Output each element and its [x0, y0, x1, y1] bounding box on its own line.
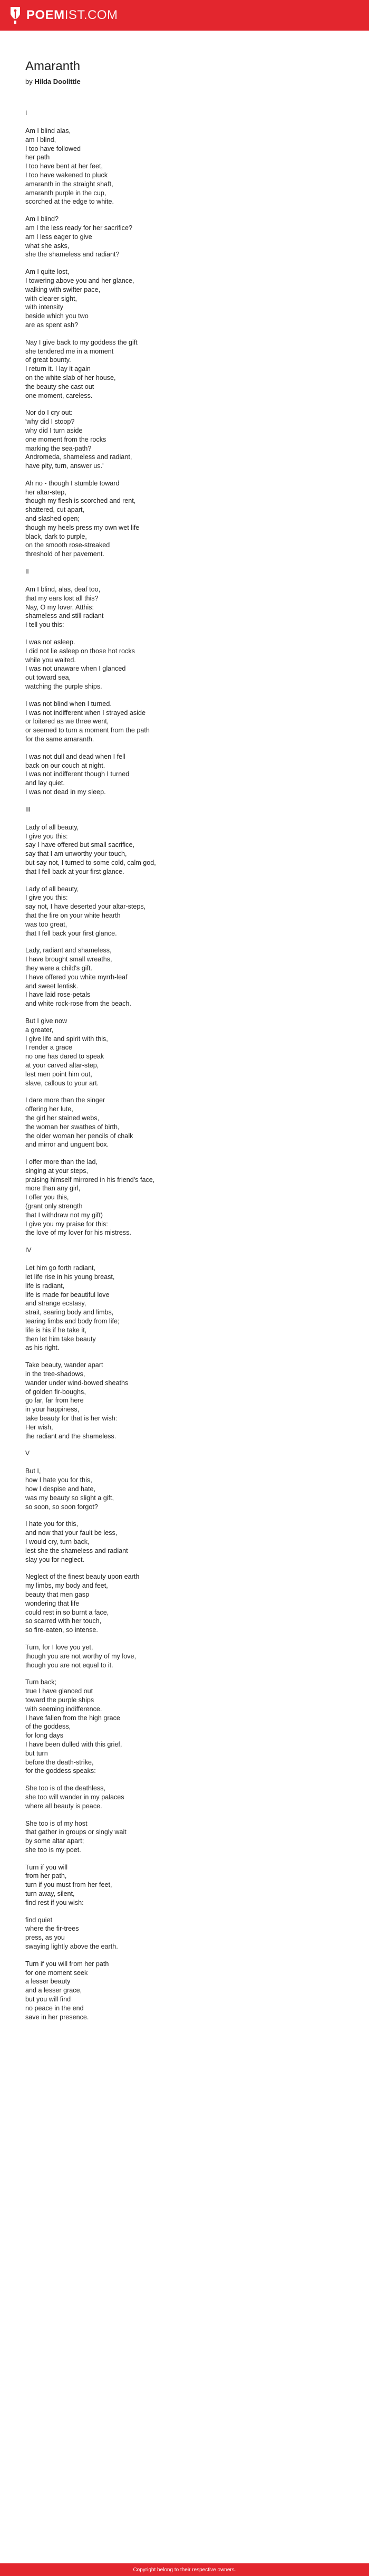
- poem-line: Nay, O my lover, Atthis:: [25, 603, 94, 611]
- poem-line: then let him take beauty: [25, 1335, 96, 1343]
- section-numeral: I: [25, 109, 27, 117]
- poem-line: and slashed open;: [25, 515, 80, 523]
- poem-line: But I,: [25, 1467, 41, 1475]
- poem-line: where all beauty is peace.: [25, 1802, 102, 1810]
- poem-line: true I have glanced out: [25, 1687, 93, 1695]
- poem-line: wander under wind-bowed sheaths: [25, 1379, 129, 1387]
- section-numeral: III: [25, 805, 31, 813]
- poem-line: black, dark to purple,: [25, 532, 87, 540]
- poem-line: I was not unaware when I glanced: [25, 665, 126, 673]
- poem-line: I hate you for this,: [25, 1520, 79, 1528]
- stanza: [25, 408, 344, 471]
- poem-line: I give you my praise for this:: [25, 1220, 108, 1228]
- stanza: [25, 885, 344, 938]
- poem-line: amaranth purple in the cup,: [25, 189, 106, 197]
- poem-line: threshold of her pavement.: [25, 550, 104, 558]
- poem-line: I give you this:: [25, 894, 68, 902]
- logo-text-part1: POEM: [26, 8, 65, 22]
- poem-line: let life rise in his young breast,: [25, 1273, 115, 1281]
- poem-line: Lady of all beauty,: [25, 885, 79, 893]
- poem-line: was too great,: [25, 920, 67, 928]
- poem-line: a lesser beauty: [25, 1978, 71, 1986]
- poem-line: save in her presence.: [25, 2013, 89, 2021]
- section-numeral: V: [25, 1449, 30, 1457]
- poem-line: strait, searing body and limbs,: [25, 1309, 114, 1316]
- poem-line: the woman her swathes of birth,: [25, 1123, 120, 1131]
- poem-line: she too will wander in my palaces: [25, 1793, 124, 1801]
- poem-line: life is made for beautiful love: [25, 1291, 110, 1299]
- poem-line: but you will find: [25, 1996, 71, 2003]
- stanza: [25, 1520, 344, 1564]
- poem-line: I offer more than the lad,: [25, 1158, 98, 1166]
- poem-line: the older woman her pencils of chalk: [25, 1132, 133, 1140]
- poem-line: Turn if you will from her path: [25, 1960, 109, 1968]
- poem-line: Andromeda, shameless and radiant,: [25, 453, 132, 461]
- quill-pen-icon: [8, 6, 22, 25]
- poem-line: how I despise and hate,: [25, 1485, 96, 1493]
- poem-line: one moment, careless.: [25, 392, 93, 399]
- poem-line: why did I turn aside: [25, 426, 83, 434]
- poem-line: beside which you two: [25, 312, 89, 320]
- poem-line: as his right.: [25, 1344, 60, 1352]
- poem-line: am I blind,: [25, 136, 56, 144]
- section-numeral: II: [25, 568, 29, 576]
- stanza: [25, 1467, 344, 1511]
- poem-line: amaranth in the straight shaft,: [25, 180, 113, 188]
- poem-line: say not, I have deserted your altar-steps,: [25, 903, 146, 911]
- poem-line: no peace in the end: [25, 2004, 84, 2012]
- poem-line: I too have bent at her feet,: [25, 163, 103, 170]
- poem-line: though my flesh is scorched and rent,: [25, 497, 136, 505]
- poem-line: that I withdraw not my gift): [25, 1211, 103, 1219]
- poem-line: she the shameless and radiant?: [25, 251, 120, 259]
- section-numeral: IV: [25, 1246, 32, 1254]
- poem-line: and lay quiet.: [25, 779, 65, 787]
- poem-line: beauty that men gasp: [25, 1590, 90, 1598]
- poem-line: so fire-eaten, so intense.: [25, 1626, 98, 1634]
- stanza: [25, 1784, 344, 1810]
- stanza: [25, 1643, 344, 1669]
- poem-line: and now that your fault be less,: [25, 1529, 118, 1537]
- poem-line: before the death-strike,: [25, 1758, 94, 1766]
- poem-title: Amaranth: [25, 59, 81, 73]
- logo-text-part2: IST.COM: [64, 8, 118, 22]
- poem-line: I tell you this:: [25, 621, 64, 629]
- poem-line: I have laid rose-petals: [25, 991, 91, 999]
- poem-line: I offer you this,: [25, 1194, 69, 1201]
- poem-line: turn away, silent,: [25, 1890, 75, 1898]
- poem-line: so scarred with her touch,: [25, 1617, 102, 1625]
- poem-line: Lady, radiant and shameless,: [25, 947, 112, 955]
- stanza: [25, 1863, 344, 1907]
- poem-line: though you are not worthy of my love,: [25, 1652, 137, 1660]
- poem-line: Nor do I cry out:: [25, 409, 73, 417]
- poem-line: the radiant and the shameless.: [25, 1432, 116, 1440]
- poem-line: that gather in groups or singly wait: [25, 1828, 127, 1836]
- stanza: [25, 752, 344, 797]
- poem-line: She too is of the deathless,: [25, 1785, 105, 1792]
- poem-line: for one moment seek: [25, 1969, 88, 1977]
- poem-line: how I hate you for this,: [25, 1476, 92, 1484]
- poem-line: I have fallen from the high grace: [25, 1714, 120, 1722]
- poem-line: for the goddess speaks:: [25, 1767, 96, 1775]
- poem-line: find quiet: [25, 1916, 53, 1924]
- poem-line: Am I blind, alas, deaf too,: [25, 586, 101, 594]
- poem-line: for the same amaranth.: [25, 736, 94, 743]
- poem-line: I render a grace: [25, 1044, 72, 1052]
- poem-line: toward the purple ships: [25, 1696, 94, 1704]
- stanza: [25, 1158, 344, 1237]
- poem-section: [25, 805, 344, 1237]
- poem-line: say I have offered but small sacrifice,: [25, 841, 134, 849]
- poem-line: say that I am unworthy your touch,: [25, 850, 127, 858]
- poem-line: But I give now: [25, 1017, 67, 1025]
- stanza: [25, 1017, 344, 1087]
- poem-line: the beauty she cast out: [25, 383, 94, 390]
- poem-line: marking the sea-path?: [25, 444, 92, 452]
- poem-line: while you waited.: [25, 656, 76, 664]
- poem-line: her path: [25, 154, 50, 161]
- poem-line: I have brought small wreaths,: [25, 956, 112, 963]
- poem-line: I did not lie asleep on those hot rocks: [25, 647, 135, 655]
- poem-line: Nay I give back to my goddess the gift: [25, 338, 138, 346]
- poem-line: walking with swifter pace,: [25, 285, 101, 293]
- stanza: [25, 1819, 344, 1855]
- poem-line: Ah no - though I stumble toward: [25, 479, 120, 487]
- poem-section: [25, 109, 344, 559]
- poem-line: she too is my poet.: [25, 1846, 81, 1854]
- poem-line: of the goddess,: [25, 1723, 71, 1731]
- poem-line: she tendered me in a moment: [25, 347, 114, 355]
- poem-line: my limbs, my body and feet,: [25, 1582, 108, 1590]
- poem-line: press, as you: [25, 1934, 65, 1942]
- byline-prefix: by: [25, 78, 33, 85]
- poem-line: offering her lute,: [25, 1105, 73, 1113]
- poem-line: turn if you must from her feet,: [25, 1881, 112, 1889]
- poem-section: [25, 1449, 344, 2021]
- poem-line: the girl her stained webs,: [25, 1114, 100, 1122]
- poem-line: of great bounty.: [25, 356, 71, 364]
- poem-line: are as spent ash?: [25, 321, 79, 329]
- poem-line: life is his if he take it,: [25, 1326, 87, 1334]
- poem-line: and mirror and unguent box.: [25, 1141, 109, 1149]
- poem-line: I towering above you and her glance,: [25, 276, 134, 284]
- poem-line: I return it. I lay it again: [25, 365, 91, 373]
- poem-line: at your carved altar-step,: [25, 1061, 99, 1069]
- poem-line: tearing limbs and body from life;: [25, 1318, 120, 1325]
- poem-line: Neglect of the finest beauty upon earth: [25, 1573, 140, 1581]
- stanza: [25, 1960, 344, 2022]
- poem-line: watching the purple ships.: [25, 683, 102, 691]
- stanza: [25, 215, 344, 259]
- poem-line: but say not, I turned to some cold, calm god,: [25, 858, 156, 866]
- poem-section: [25, 567, 344, 797]
- stanza: [25, 1096, 344, 1149]
- poem-line: I was not indifferent though I turned: [25, 770, 130, 778]
- poem-line: singing at your steps,: [25, 1167, 89, 1175]
- stanza: [25, 823, 344, 876]
- site-logo-text: [26, 8, 118, 23]
- poem-line: I would cry, turn back,: [25, 1538, 90, 1545]
- poem-line: have pity, turn, answer us.': [25, 462, 104, 470]
- poem-line: and sweet lentisk.: [25, 982, 79, 990]
- poem-line: the love of my lover for his mistress.: [25, 1229, 131, 1237]
- poem-line: and strange ecstasy,: [25, 1300, 86, 1308]
- poem-line: I have been dulled with this grief,: [25, 1740, 122, 1748]
- poem-line: by some altar apart;: [25, 1837, 84, 1845]
- poem-line: shameless and still radiant: [25, 612, 104, 620]
- poem-line: or seemed to turn a moment from the path: [25, 727, 150, 734]
- stanza: [25, 638, 344, 691]
- poem-body: [25, 109, 344, 2021]
- poem-line: and white rock-rose from the beach.: [25, 1000, 131, 1008]
- poem-line: Her wish,: [25, 1423, 53, 1431]
- poem-line: but turn: [25, 1749, 48, 1757]
- poem-line: Lady of all beauty,: [25, 823, 79, 831]
- poem-line: (grant only strength: [25, 1203, 83, 1210]
- poem-line: with seeming indifference.: [25, 1705, 102, 1713]
- poem-line: I too have wakened to pluck: [25, 171, 108, 179]
- site-footer: [0, 2563, 369, 2576]
- poem-line: that the fire on your white hearth: [25, 911, 121, 919]
- poem-line: no one has dared to speak: [25, 1053, 104, 1061]
- poem-line: lest she the shameless and radiant: [25, 1547, 128, 1554]
- stanza: [25, 479, 344, 559]
- poem-line: I was not asleep.: [25, 638, 75, 646]
- poem-line: Turn, for I love you yet,: [25, 1643, 93, 1651]
- stanza: [25, 700, 344, 744]
- poem-line: go far, far from here: [25, 1397, 84, 1405]
- poem-line: back on our couch at night.: [25, 761, 105, 769]
- poem-line: I give life and spirit with this,: [25, 1035, 108, 1043]
- poem-line: from her path,: [25, 1872, 67, 1880]
- poem-line: life is radiant,: [25, 1282, 65, 1290]
- poem-line: Am I quite lost,: [25, 268, 70, 276]
- poem-content: [25, 59, 344, 2030]
- copyright-text: Copyright belong to their respective owners.: [133, 2567, 236, 2573]
- poem-line: Take beauty, wander apart: [25, 1361, 103, 1369]
- site-logo[interactable]: [8, 6, 118, 25]
- poem-section: [25, 1246, 344, 1440]
- poem-line: Am I blind alas,: [25, 127, 71, 135]
- poem-line: slave, callous to your art.: [25, 1079, 99, 1087]
- poem-line: I give you this:: [25, 832, 68, 840]
- poem-line: Am I blind?: [25, 215, 59, 223]
- poem-line: scorched at the edge to white.: [25, 198, 114, 206]
- poem-line: could rest in so burnt a face,: [25, 1608, 109, 1616]
- poem-line: I have offered you white myrrh-leaf: [25, 973, 128, 981]
- poem-line: with clearer sight,: [25, 294, 77, 302]
- poem-line: more than any girl,: [25, 1185, 81, 1192]
- poem-line: am I less eager to give: [25, 233, 92, 241]
- poem-line: I was not dead in my sleep.: [25, 788, 106, 796]
- poem-line: I was not blind when I turned.: [25, 700, 112, 708]
- poem-line: I was not dull and dead when I fell: [25, 752, 125, 760]
- poem-line: that my ears lost all this?: [25, 594, 99, 602]
- stanza: [25, 1572, 344, 1635]
- poem-line: a greater,: [25, 1026, 54, 1034]
- poem-line: or loitered as we three went,: [25, 718, 109, 726]
- poem-line: slay you for neglect.: [25, 1556, 85, 1563]
- poem-line: they were a child's gift.: [25, 964, 93, 972]
- poem-line: that I fell back your first glance.: [25, 929, 117, 937]
- poem-line: was my beauty so slight a gift,: [25, 1494, 114, 1502]
- poem-line: am I the less ready for her sacrifice?: [25, 224, 132, 232]
- poem-line: on the white slab of her house,: [25, 374, 116, 381]
- poem-line: praising himself mirrored in his friend's face,: [25, 1176, 155, 1184]
- poem-line: swaying lightly above the earth.: [25, 1943, 118, 1951]
- poem-line: She too is of my host: [25, 1819, 88, 1827]
- poem-line: wondering that life: [25, 1599, 80, 1607]
- stanza: [25, 585, 344, 629]
- poem-line: so soon, so soon forgot?: [25, 1503, 98, 1511]
- site-header: [0, 0, 369, 31]
- poem-line: in the tree-shadows,: [25, 1370, 85, 1378]
- poem-line: I was not indifferent when I strayed aside: [25, 709, 145, 717]
- poem-line: I too have followed: [25, 145, 81, 152]
- poem-line: lest men point him out,: [25, 1070, 92, 1078]
- poem-line: out toward sea,: [25, 674, 71, 682]
- poem-line: and a lesser grace,: [25, 1987, 82, 1995]
- poem-line: of golden fir-boughs,: [25, 1388, 86, 1396]
- poem-line: one moment from the rocks: [25, 435, 106, 443]
- poem-line: Let him go forth radiant,: [25, 1264, 96, 1272]
- byline: [25, 77, 344, 87]
- stanza: [25, 1916, 344, 1951]
- poem-line: find rest if you wish:: [25, 1898, 84, 1906]
- poem-line: though my heels press my own wet life: [25, 523, 140, 531]
- poem-line: that I fell back at your first glance.: [25, 867, 124, 875]
- poem-line: shattered, cut apart,: [25, 506, 85, 514]
- poem-line: Turn back;: [25, 1678, 57, 1686]
- stanza: [25, 268, 344, 330]
- stanza: [25, 946, 344, 1008]
- stanza: [25, 1361, 344, 1440]
- poem-line: with intensity: [25, 303, 64, 311]
- poem-line: where the fir-trees: [25, 1925, 79, 1933]
- author-link[interactable]: Hilda Doolittle: [34, 78, 81, 85]
- poem-line: for long days: [25, 1732, 64, 1740]
- poem-line: 'why did I stoop?: [25, 418, 75, 426]
- poem-line: in your happiness,: [25, 1406, 80, 1414]
- stanza: [25, 1678, 344, 1776]
- poem-line: take beauty for that is her wish:: [25, 1415, 118, 1423]
- poem-line: her altar-step,: [25, 488, 66, 496]
- stanza: [25, 127, 344, 206]
- stanza: [25, 338, 344, 400]
- poem-line: I dare more than the singer: [25, 1096, 105, 1104]
- poem-line: Turn if you will: [25, 1863, 68, 1871]
- poem-line: though you are not equal to it.: [25, 1661, 113, 1669]
- poem-line: on the smooth rose-streaked: [25, 541, 110, 549]
- stanza: [25, 1264, 344, 1352]
- poem-line: what she asks,: [25, 242, 70, 250]
